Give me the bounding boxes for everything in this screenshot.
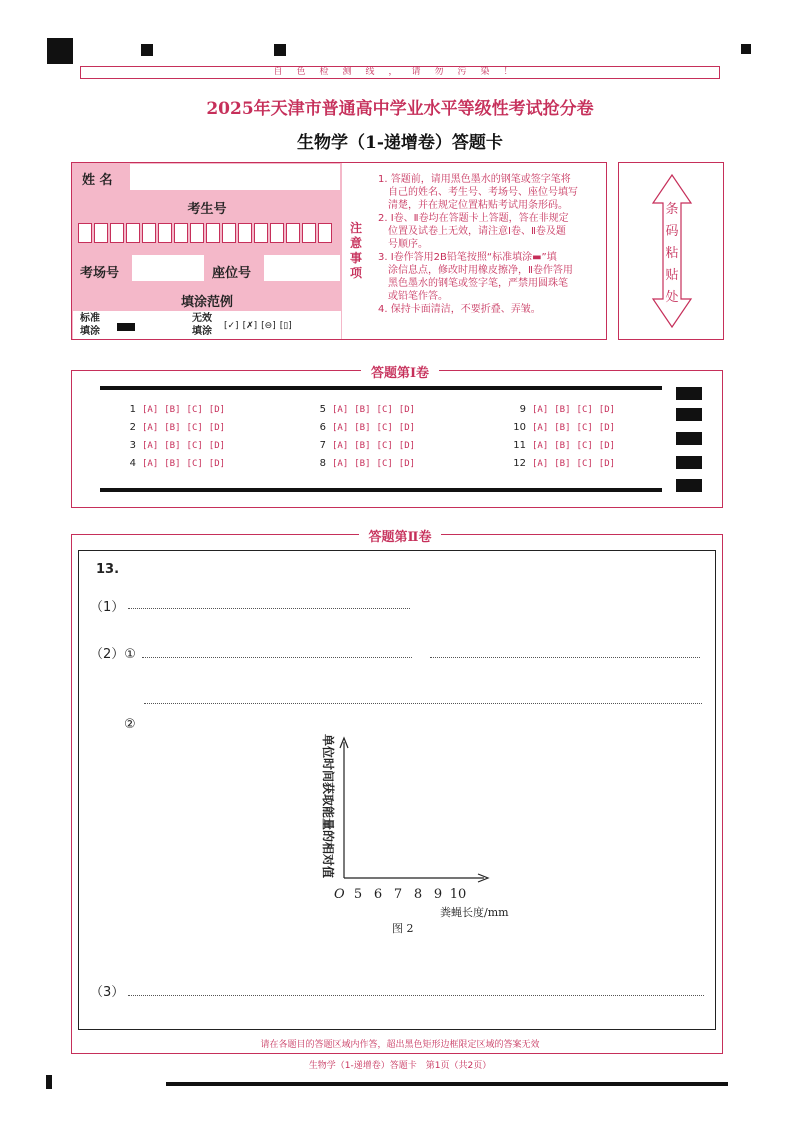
answer-bubble[interactable]: [A] — [532, 441, 549, 451]
timing-mark — [676, 456, 702, 469]
answer-bubble[interactable]: [C] — [376, 459, 393, 469]
corner-marker-bottom-left — [46, 1075, 52, 1089]
sub-question-2-part2-label: ② — [124, 717, 136, 732]
answer-bubble[interactable]: [D] — [208, 459, 226, 469]
answer-bubble[interactable]: [C] — [376, 441, 393, 451]
mcq-grid — [122, 404, 662, 480]
x-tick-label: 5 — [353, 887, 363, 902]
answer-bubble[interactable]: [B] — [354, 423, 371, 433]
answer-bubble[interactable]: [B] — [164, 459, 181, 469]
mcq-question — [122, 404, 225, 415]
answer-bubble[interactable]: [B] — [164, 423, 181, 433]
part1-bottom-rule — [100, 488, 662, 492]
answer-bubble[interactable]: [B] — [554, 423, 571, 433]
answer-bubble[interactable]: [A] — [532, 459, 549, 469]
answer-line-2a[interactable] — [142, 657, 412, 658]
question-number: 2 — [129, 422, 136, 433]
room-label: 考场号 — [80, 266, 120, 281]
barcode-area[interactable] — [618, 162, 724, 340]
answer-line-2b[interactable] — [430, 657, 700, 658]
question-number: 3 — [129, 440, 136, 451]
answer-bubble[interactable]: [D] — [398, 405, 416, 415]
answer-bubble[interactable]: [D] — [398, 423, 416, 433]
x-tick-label: 7 — [393, 887, 403, 902]
corner-marker-left — [47, 38, 73, 64]
barcode-label: 条 码 粘 贴 处 — [665, 202, 679, 305]
standard-fill-mark — [117, 323, 135, 331]
answer-bubble[interactable]: [A] — [142, 459, 159, 469]
answer-bubble[interactable]: [B] — [354, 441, 371, 451]
x-tick-label: 6 — [373, 887, 383, 902]
answer-bubble[interactable]: [C] — [576, 405, 593, 415]
answer-bubble[interactable]: [D] — [208, 405, 226, 415]
mcq-question — [512, 440, 615, 451]
standard-label-1: 标准 — [80, 313, 100, 324]
bottom-rule — [166, 1082, 728, 1086]
answer-line-2c[interactable] — [144, 703, 702, 704]
mcq-question — [512, 422, 615, 433]
answer-line-3[interactable] — [128, 995, 704, 996]
answer-bubble[interactable]: [A] — [332, 459, 349, 469]
answer-bubble[interactable]: [A] — [532, 423, 549, 433]
invalid-label-2: 填涂 — [192, 326, 212, 337]
answer-bubble[interactable]: [B] — [354, 459, 371, 469]
part1-title: 答题第Ⅰ卷 — [361, 366, 439, 381]
answer-bubble[interactable]: [D] — [208, 441, 226, 451]
exam-title: 2025年天津市普通高中学业水平等级性考试抢分卷 — [206, 99, 594, 119]
answer-bubble[interactable]: [A] — [532, 405, 549, 415]
answer-bubble[interactable]: [C] — [186, 459, 203, 469]
question-number: 9 — [519, 404, 526, 415]
answer-bubble[interactable]: [D] — [598, 459, 616, 469]
x-tick-label: 9 — [433, 887, 443, 902]
page-footer: 生物学（1-递增卷）答题卡 第1页（共2页） — [308, 1061, 492, 1071]
timing-mark — [676, 432, 702, 445]
notice-text: 1. 答题前，请用黑色墨水的钢笔或签字笔将 自己的姓名、考生号、考场号、座位号填写 清楚，并在规定位置粘贴考试用条形码。 2. Ⅰ卷、Ⅱ卷均在答题卡上答题，答在非规定 位置及试卷上无效，请注意Ⅰ卷、Ⅱ卷及题 号顺序。 3. Ⅰ卷作答用2B铅笔按照“标准填涂▬”填 涂信息点，修改时用橡皮擦净，Ⅱ卷作答用 黑色墨水的钢笔或签字笔，严禁用圆珠笔 或铅笔作答。 4. 保持卡面清洁，不要折叠、弄皱。 — [378, 174, 578, 315]
room-field[interactable] — [132, 255, 204, 281]
answer-bubble[interactable]: [C] — [576, 441, 593, 451]
seat-field[interactable] — [264, 255, 340, 281]
question-number: 1 — [129, 404, 136, 415]
answer-bubble[interactable]: [C] — [376, 423, 393, 433]
answer-bubble[interactable]: [B] — [354, 405, 371, 415]
answer-bubble[interactable]: [C] — [186, 441, 203, 451]
answer-bubble[interactable]: [C] — [186, 423, 203, 433]
part1-top-rule — [100, 386, 662, 390]
answer-bubble[interactable]: [B] — [164, 441, 181, 451]
answer-bubble[interactable]: [A] — [332, 441, 349, 451]
answer-bubble[interactable]: [D] — [208, 423, 226, 433]
answer-line-1[interactable] — [128, 608, 410, 609]
timing-mark — [676, 408, 702, 421]
question-number: 8 — [319, 458, 326, 469]
origin-label: O — [334, 887, 345, 902]
answer-bubble[interactable]: [D] — [398, 441, 416, 451]
detection-strip: 自色检测线，请勿污染！ — [80, 66, 720, 79]
fill-example-label: 填涂范例 — [180, 295, 233, 310]
answer-bubble[interactable]: [B] — [554, 405, 571, 415]
question-number: 4 — [129, 458, 136, 469]
x-axis-label: 粪蝇长度/mm — [440, 906, 509, 919]
answer-bubble[interactable]: [B] — [554, 441, 571, 451]
mcq-question — [122, 422, 225, 433]
answer-bubble[interactable]: [A] — [332, 423, 349, 433]
answer-bubble[interactable]: [A] — [142, 405, 159, 415]
question-number: 11 — [513, 440, 526, 451]
sync-marker — [141, 44, 153, 56]
chart-title: 图 2 — [392, 922, 414, 935]
x-tick-label: 10 — [449, 887, 467, 902]
y-axis-label: 单位时间获取能量的相对值 — [321, 734, 335, 879]
answer-bubble[interactable]: [B] — [554, 459, 571, 469]
answer-bubble[interactable]: [C] — [376, 405, 393, 415]
sub-question-2-label: （2）① — [90, 647, 136, 662]
answer-bubble[interactable]: [D] — [598, 405, 616, 415]
timing-mark — [676, 479, 702, 492]
mcq-question — [122, 458, 225, 469]
answer-bubble[interactable]: [B] — [164, 405, 181, 415]
answer-bubble[interactable]: [C] — [186, 405, 203, 415]
sub-question-1-label: （1） — [90, 600, 125, 615]
answer-bubble[interactable]: [A] — [142, 441, 159, 451]
answer-bubble[interactable]: [A] — [332, 405, 349, 415]
mcq-question — [512, 404, 615, 415]
name-field[interactable] — [130, 164, 340, 190]
mcq-question — [122, 440, 225, 451]
name-label: 姓 名 — [82, 173, 113, 188]
question-number: 6 — [319, 422, 326, 433]
part2-title: 答题第Ⅱ卷 — [359, 530, 442, 545]
question-number: 10 — [513, 422, 526, 433]
question-number: 12 — [513, 458, 526, 469]
mcq-question — [312, 440, 415, 451]
answer-bubble[interactable]: [C] — [576, 459, 593, 469]
figure-2-chart[interactable] — [300, 728, 530, 938]
invalid-fill-marks: [✓] [✗] [⊖] [▯] — [224, 321, 292, 331]
question-number: 5 — [319, 404, 326, 415]
answer-bubble[interactable]: [D] — [398, 459, 416, 469]
boundary-warning: 请在各题目的答题区域内作答，超出黑色矩形边框限定区域的答案无效 — [260, 1040, 540, 1050]
standard-label-2: 填涂 — [80, 326, 100, 337]
candidate-info-box — [71, 162, 607, 340]
invalid-label-1: 无效 — [192, 313, 212, 324]
answer-bubble[interactable]: [C] — [576, 423, 593, 433]
x-tick-label: 8 — [413, 887, 423, 902]
question-number: 7 — [319, 440, 326, 451]
answer-bubble[interactable]: [D] — [598, 423, 616, 433]
notice-label: 注 意 事 项 — [349, 221, 362, 280]
answer-bubble[interactable]: [D] — [598, 441, 616, 451]
corner-marker-right — [741, 44, 751, 54]
answer-card-title: 生物学（1-递增卷）答题卡 — [297, 133, 503, 153]
seat-label: 座位号 — [212, 266, 252, 281]
mcq-question — [512, 458, 615, 469]
sync-marker — [274, 44, 286, 56]
timing-mark — [676, 387, 702, 400]
answer-bubble[interactable]: [A] — [142, 423, 159, 433]
exam-id-boxes[interactable] — [78, 223, 338, 247]
question-13-number: 13. — [96, 562, 120, 577]
sub-question-3-label: （3） — [90, 985, 125, 1000]
mcq-question — [312, 422, 415, 433]
mcq-question — [312, 458, 415, 469]
mcq-question — [312, 404, 415, 415]
exam-id-label: 考生号 — [187, 202, 227, 217]
